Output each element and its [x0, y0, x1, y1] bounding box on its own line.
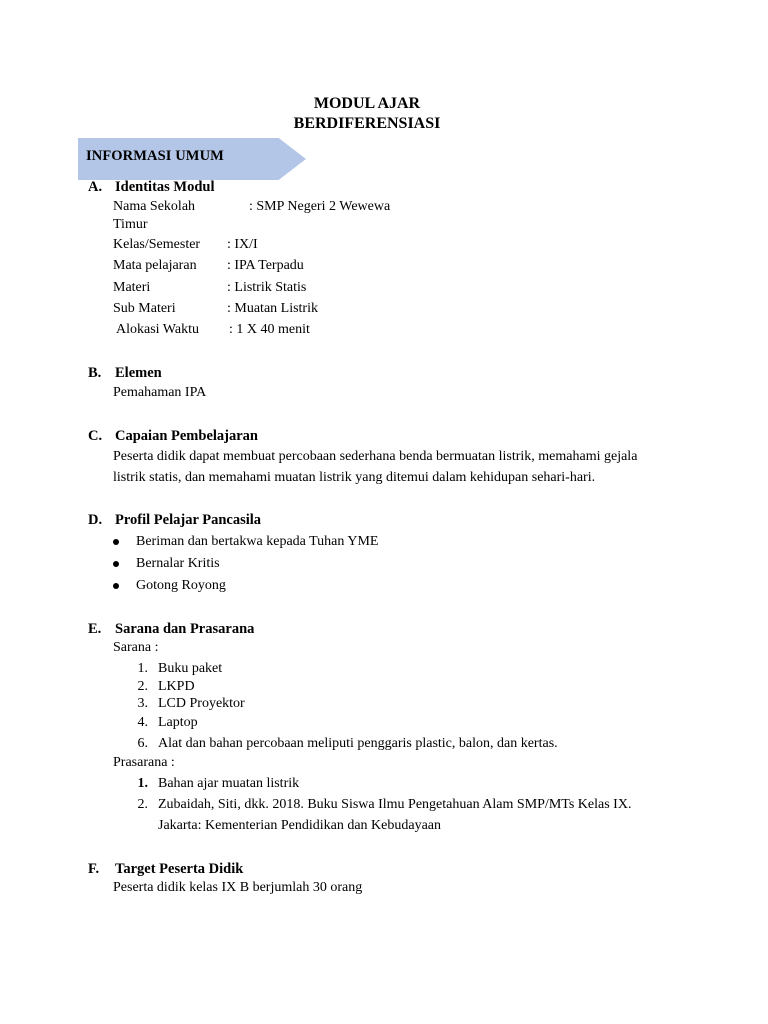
- profile-item-1: Beriman dan bertakwa kepada Tuhan YME: [136, 534, 379, 549]
- identity-label-school: Nama Sekolah: [113, 199, 196, 214]
- sarana-label: Sarana :: [113, 640, 159, 655]
- identity-label-material: Materi: [113, 280, 151, 295]
- profile-item-2: Bernalar Kritis: [136, 556, 220, 571]
- prasarana-item-2: Zubaidah, Siti, dkk. 2018. Buku Siswa Ilmu Pengetahuan Alam SMP/MTs Kelas IX.: [158, 797, 632, 812]
- identity-value-submaterial: : Muatan Listrik: [227, 301, 318, 316]
- section-d-title: Profil Pelajar Pancasila: [115, 512, 262, 528]
- prasarana-number-1: 1.: [137, 776, 148, 791]
- section-a-letter: A.: [88, 179, 103, 195]
- identity-value-time: : 1 X 40 menit: [229, 322, 310, 337]
- section-c-title: Capaian Pembelajaran: [115, 428, 258, 444]
- sarana-item-4: Laptop: [158, 715, 198, 730]
- section-b-letter: B.: [88, 365, 102, 381]
- identity-value-subject: : IPA Terpadu: [227, 258, 304, 273]
- sarana-item-3: LCD Proyektor: [158, 696, 245, 711]
- document-title-line1: MODUL AJAR: [313, 95, 421, 112]
- section-c-line1: Peserta didik dapat membuat percobaan sederhana benda bermuatan listrik, memahami gejala: [113, 449, 638, 464]
- document-title-line2: BERDIFERENSIASI: [293, 115, 441, 132]
- prasarana-label: Prasarana :: [113, 755, 175, 770]
- section-b-title: Elemen: [115, 365, 162, 381]
- prasarana-number-2: 2.: [137, 797, 148, 812]
- bullet-icon: [113, 539, 121, 547]
- section-b-text: Pemahaman IPA: [113, 385, 207, 400]
- section-e-letter: E.: [88, 621, 102, 637]
- section-banner-label: INFORMASI UMUM: [86, 148, 224, 164]
- identity-value-material: : Listrik Statis: [227, 280, 307, 295]
- bullet-icon: [113, 583, 121, 591]
- sarana-number-1: 1.: [137, 661, 148, 676]
- section-f-letter: F.: [88, 861, 100, 877]
- section-e-title: Sarana dan Prasarana: [115, 621, 255, 637]
- identity-label-school-cont: Timur: [113, 217, 148, 232]
- sarana-item-2: LKPD: [158, 679, 195, 694]
- sarana-item-1: Buku paket: [158, 661, 223, 676]
- sarana-number-2: 2.: [137, 679, 148, 694]
- sarana-item-5: Alat dan bahan percobaan meliputi penggaris plastic, balon, dan kertas.: [158, 736, 558, 751]
- sarana-number-4: 4.: [137, 715, 148, 730]
- section-d-letter: D.: [88, 512, 103, 528]
- identity-label-subject: Mata pelajaran: [113, 258, 197, 273]
- section-f-title: Target Peserta Didik: [115, 861, 244, 877]
- identity-value-school: : SMP Negeri 2 Wewewa: [249, 199, 391, 214]
- identity-label-submaterial: Sub Materi: [113, 301, 176, 316]
- bullet-icon: [113, 561, 121, 569]
- identity-label-class: Kelas/Semester: [113, 237, 201, 252]
- section-a-title: Identitas Modul: [115, 179, 215, 195]
- profile-item-3: Gotong Royong: [136, 578, 226, 593]
- section-c-line2: listrik statis, dan memahami muatan listrik yang ditemui dalam kehidupan sehari-hari.: [113, 470, 596, 485]
- sarana-number-5: 6.: [137, 736, 148, 751]
- prasarana-item-1: Bahan ajar muatan listrik: [158, 776, 300, 791]
- identity-label-time: Alokasi Waktu: [116, 322, 199, 337]
- identity-value-class: : IX/I: [227, 237, 258, 252]
- sarana-number-3: 3.: [137, 696, 148, 711]
- prasarana-item-2-cont: Jakarta: Kementerian Pendidikan dan Kebudayaan: [158, 818, 442, 833]
- section-c-letter: C.: [88, 428, 103, 444]
- section-f-text: Peserta didik kelas IX B berjumlah 30 orang: [113, 880, 363, 895]
